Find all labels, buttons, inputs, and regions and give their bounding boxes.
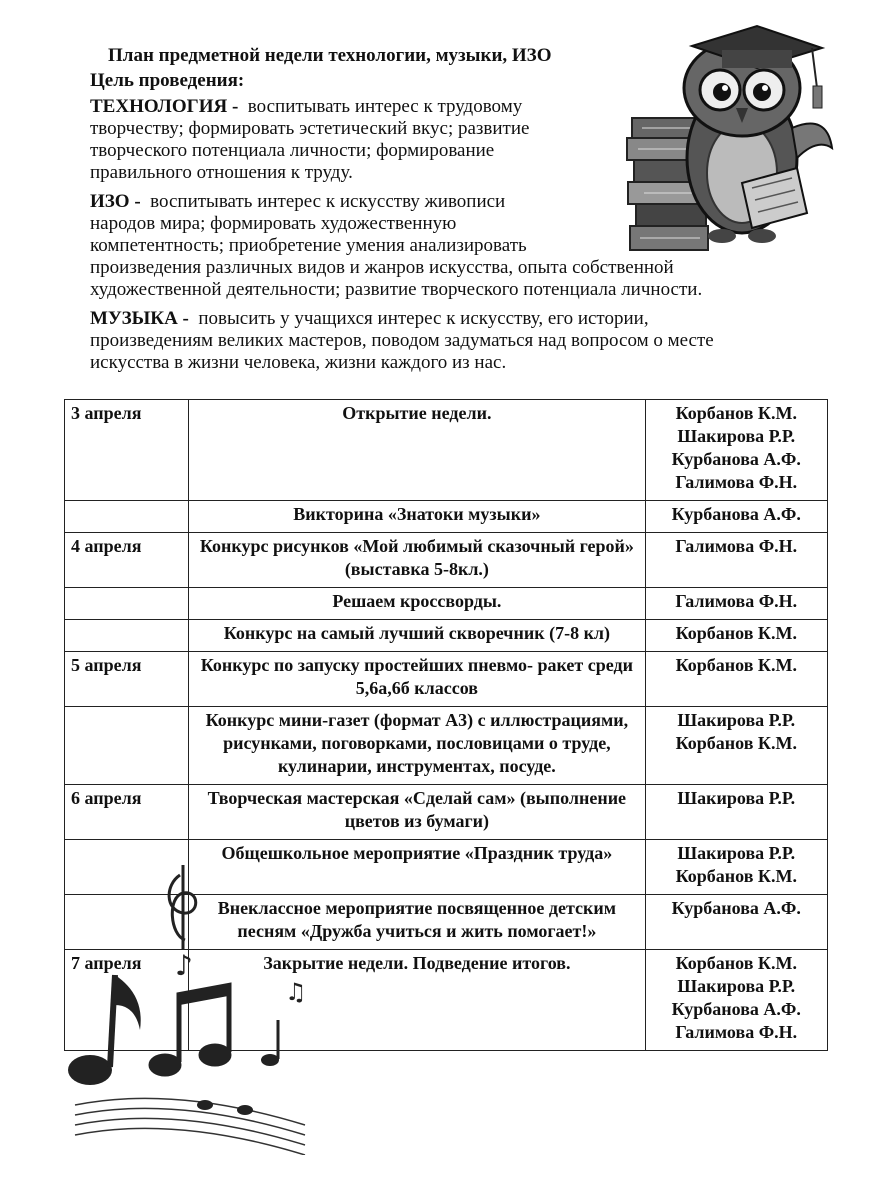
schedule-row bbox=[65, 501, 828, 533]
svg-text:♫: ♫ bbox=[285, 978, 307, 1006]
schedule-date bbox=[65, 588, 189, 620]
responsible-person: Галимова Ф.Н. bbox=[675, 1022, 798, 1042]
music-line-1 bbox=[90, 308, 760, 330]
schedule-event: Викторина «Знатоки музыки» bbox=[189, 501, 645, 533]
technology-paragraph bbox=[90, 96, 570, 184]
music-text: повысить у учащихся интерес к искусству, его истории, bbox=[198, 308, 649, 329]
responsible-person: Курбанова А.Ф. bbox=[671, 449, 801, 469]
responsible-person: Шакирова Р.Р. bbox=[677, 788, 796, 808]
music-line-2: произведениям великих мастеров, поводом задуматься над вопросом о месте bbox=[90, 330, 714, 351]
owl-icon bbox=[684, 40, 832, 243]
music-lead: МУЗЫКА - bbox=[90, 308, 189, 329]
izo-lead: ИЗО - bbox=[90, 191, 141, 212]
schedule-row bbox=[65, 840, 828, 895]
staff-lines-icon bbox=[75, 1098, 305, 1155]
izo-line-4: произведения различных видов и жанров искусства, опыта собственной bbox=[90, 257, 674, 278]
schedule-date: 5 апреля bbox=[65, 652, 189, 707]
schedule-responsible bbox=[645, 652, 827, 707]
goal-label: Цель проведения: bbox=[90, 70, 245, 91]
responsible-person: Корбанов К.М. bbox=[675, 866, 797, 886]
responsible-person: Шакирова Р.Р. bbox=[677, 426, 796, 446]
responsible-person: Шакирова Р.Р. bbox=[677, 843, 796, 863]
schedule-responsible bbox=[645, 895, 827, 950]
schedule-responsible bbox=[645, 588, 827, 620]
technology-line-4: правильного отношения к труду. bbox=[90, 162, 353, 183]
izo-line-5: художественной деятельности; развитие творческого потенциала личности. bbox=[90, 279, 703, 300]
responsible-person: Корбанов К.М. bbox=[675, 655, 797, 675]
responsible-person: Шакирова Р.Р. bbox=[677, 710, 796, 730]
izo-line-2: народов мира; формировать художественную bbox=[90, 213, 457, 234]
svg-text:♪: ♪ bbox=[175, 949, 193, 982]
responsible-person: Галимова Ф.Н. bbox=[675, 591, 798, 611]
technology-line-1 bbox=[90, 96, 570, 118]
responsible-person: Курбанова А.Ф. bbox=[671, 898, 801, 918]
schedule-row bbox=[65, 400, 828, 501]
schedule-row bbox=[65, 588, 828, 620]
responsible-person: Галимова Ф.Н. bbox=[675, 472, 798, 492]
schedule-event: Творческая мастерская «Сделай сам» (выполнение цветов из бумаги) bbox=[189, 785, 645, 840]
technology-lead: ТЕХНОЛОГИЯ - bbox=[90, 96, 239, 117]
schedule-row bbox=[65, 533, 828, 588]
schedule-date: 7 апреля bbox=[65, 950, 189, 1051]
schedule-event: Конкурс на самый лучший скворечник (7-8 кл) bbox=[189, 620, 645, 652]
schedule-responsible bbox=[645, 533, 827, 588]
page-title: План предметной недели технологии, музыки, ИЗО bbox=[108, 45, 552, 66]
schedule-responsible bbox=[645, 501, 827, 533]
responsible-person: Курбанова А.Ф. bbox=[671, 504, 801, 524]
schedule-date bbox=[65, 707, 189, 785]
schedule-row bbox=[65, 895, 828, 950]
schedule-row bbox=[65, 707, 828, 785]
schedule-row bbox=[65, 785, 828, 840]
responsible-person: Корбанов К.М. bbox=[675, 623, 797, 643]
schedule-row bbox=[65, 620, 828, 652]
schedule-responsible bbox=[645, 950, 827, 1051]
izo-text: воспитывать интерес к искусству живописи bbox=[150, 191, 506, 212]
responsible-person: Корбанов К.М. bbox=[675, 733, 797, 753]
schedule-date bbox=[65, 501, 189, 533]
owl-illustration bbox=[622, 8, 852, 263]
schedule-event: Открытие недели. bbox=[189, 400, 645, 501]
schedule-event: Решаем кроссворды. bbox=[189, 588, 645, 620]
schedule-row bbox=[65, 652, 828, 707]
schedule-date bbox=[65, 620, 189, 652]
schedule-event: Закрытие недели. Подведение итогов. bbox=[189, 950, 645, 1051]
schedule-row bbox=[65, 950, 828, 1051]
schedule-date bbox=[65, 840, 189, 895]
schedule-date: 6 апреля bbox=[65, 785, 189, 840]
schedule-responsible bbox=[645, 620, 827, 652]
technology-text: воспитывать интерес к трудовому bbox=[247, 96, 523, 117]
responsible-person: Галимова Ф.Н. bbox=[675, 536, 798, 556]
schedule-event: Конкурс рисунков «Мой любимый сказочный герой» (выставка 5-8кл.) bbox=[189, 533, 645, 588]
schedule-date: 4 апреля bbox=[65, 533, 189, 588]
responsible-person: Корбанов К.М. bbox=[675, 953, 797, 973]
music-paragraph bbox=[90, 308, 760, 374]
technology-line-2: творчеству; формировать эстетический вкус; развитие bbox=[90, 118, 530, 139]
schedule-date bbox=[65, 895, 189, 950]
schedule-event: Внеклассное мероприятие посвященное детским песням «Дружба учиться и жить помогает!» bbox=[189, 895, 645, 950]
responsible-person: Курбанова А.Ф. bbox=[671, 999, 801, 1019]
responsible-person: Корбанов К.М. bbox=[675, 403, 797, 423]
schedule-responsible bbox=[645, 785, 827, 840]
schedule-date: 3 апреля bbox=[65, 400, 189, 501]
schedule-responsible bbox=[645, 707, 827, 785]
responsible-person: Шакирова Р.Р. bbox=[677, 976, 796, 996]
schedule-table bbox=[64, 399, 828, 1051]
schedule-event: Конкурс по запуску простейших пневмо- ракет среди 5,6а,6б классов bbox=[189, 652, 645, 707]
schedule-event: Общешкольное мероприятие «Праздник труда» bbox=[189, 840, 645, 895]
music-line-3: искусства в жизни человека, жизни каждого из нас. bbox=[90, 352, 507, 373]
schedule-responsible bbox=[645, 400, 827, 501]
schedule-event: Конкурс мини-газет (формат А3) с иллюстрациями, рисунками, поговорками, пословицами о труде, кулинарии, инструментах, посуде. bbox=[189, 707, 645, 785]
schedule-responsible bbox=[645, 840, 827, 895]
technology-line-3: творческого потенциала личности; формирование bbox=[90, 140, 495, 161]
izo-line-3: компетентность; приобретение умения анализировать bbox=[90, 235, 527, 256]
